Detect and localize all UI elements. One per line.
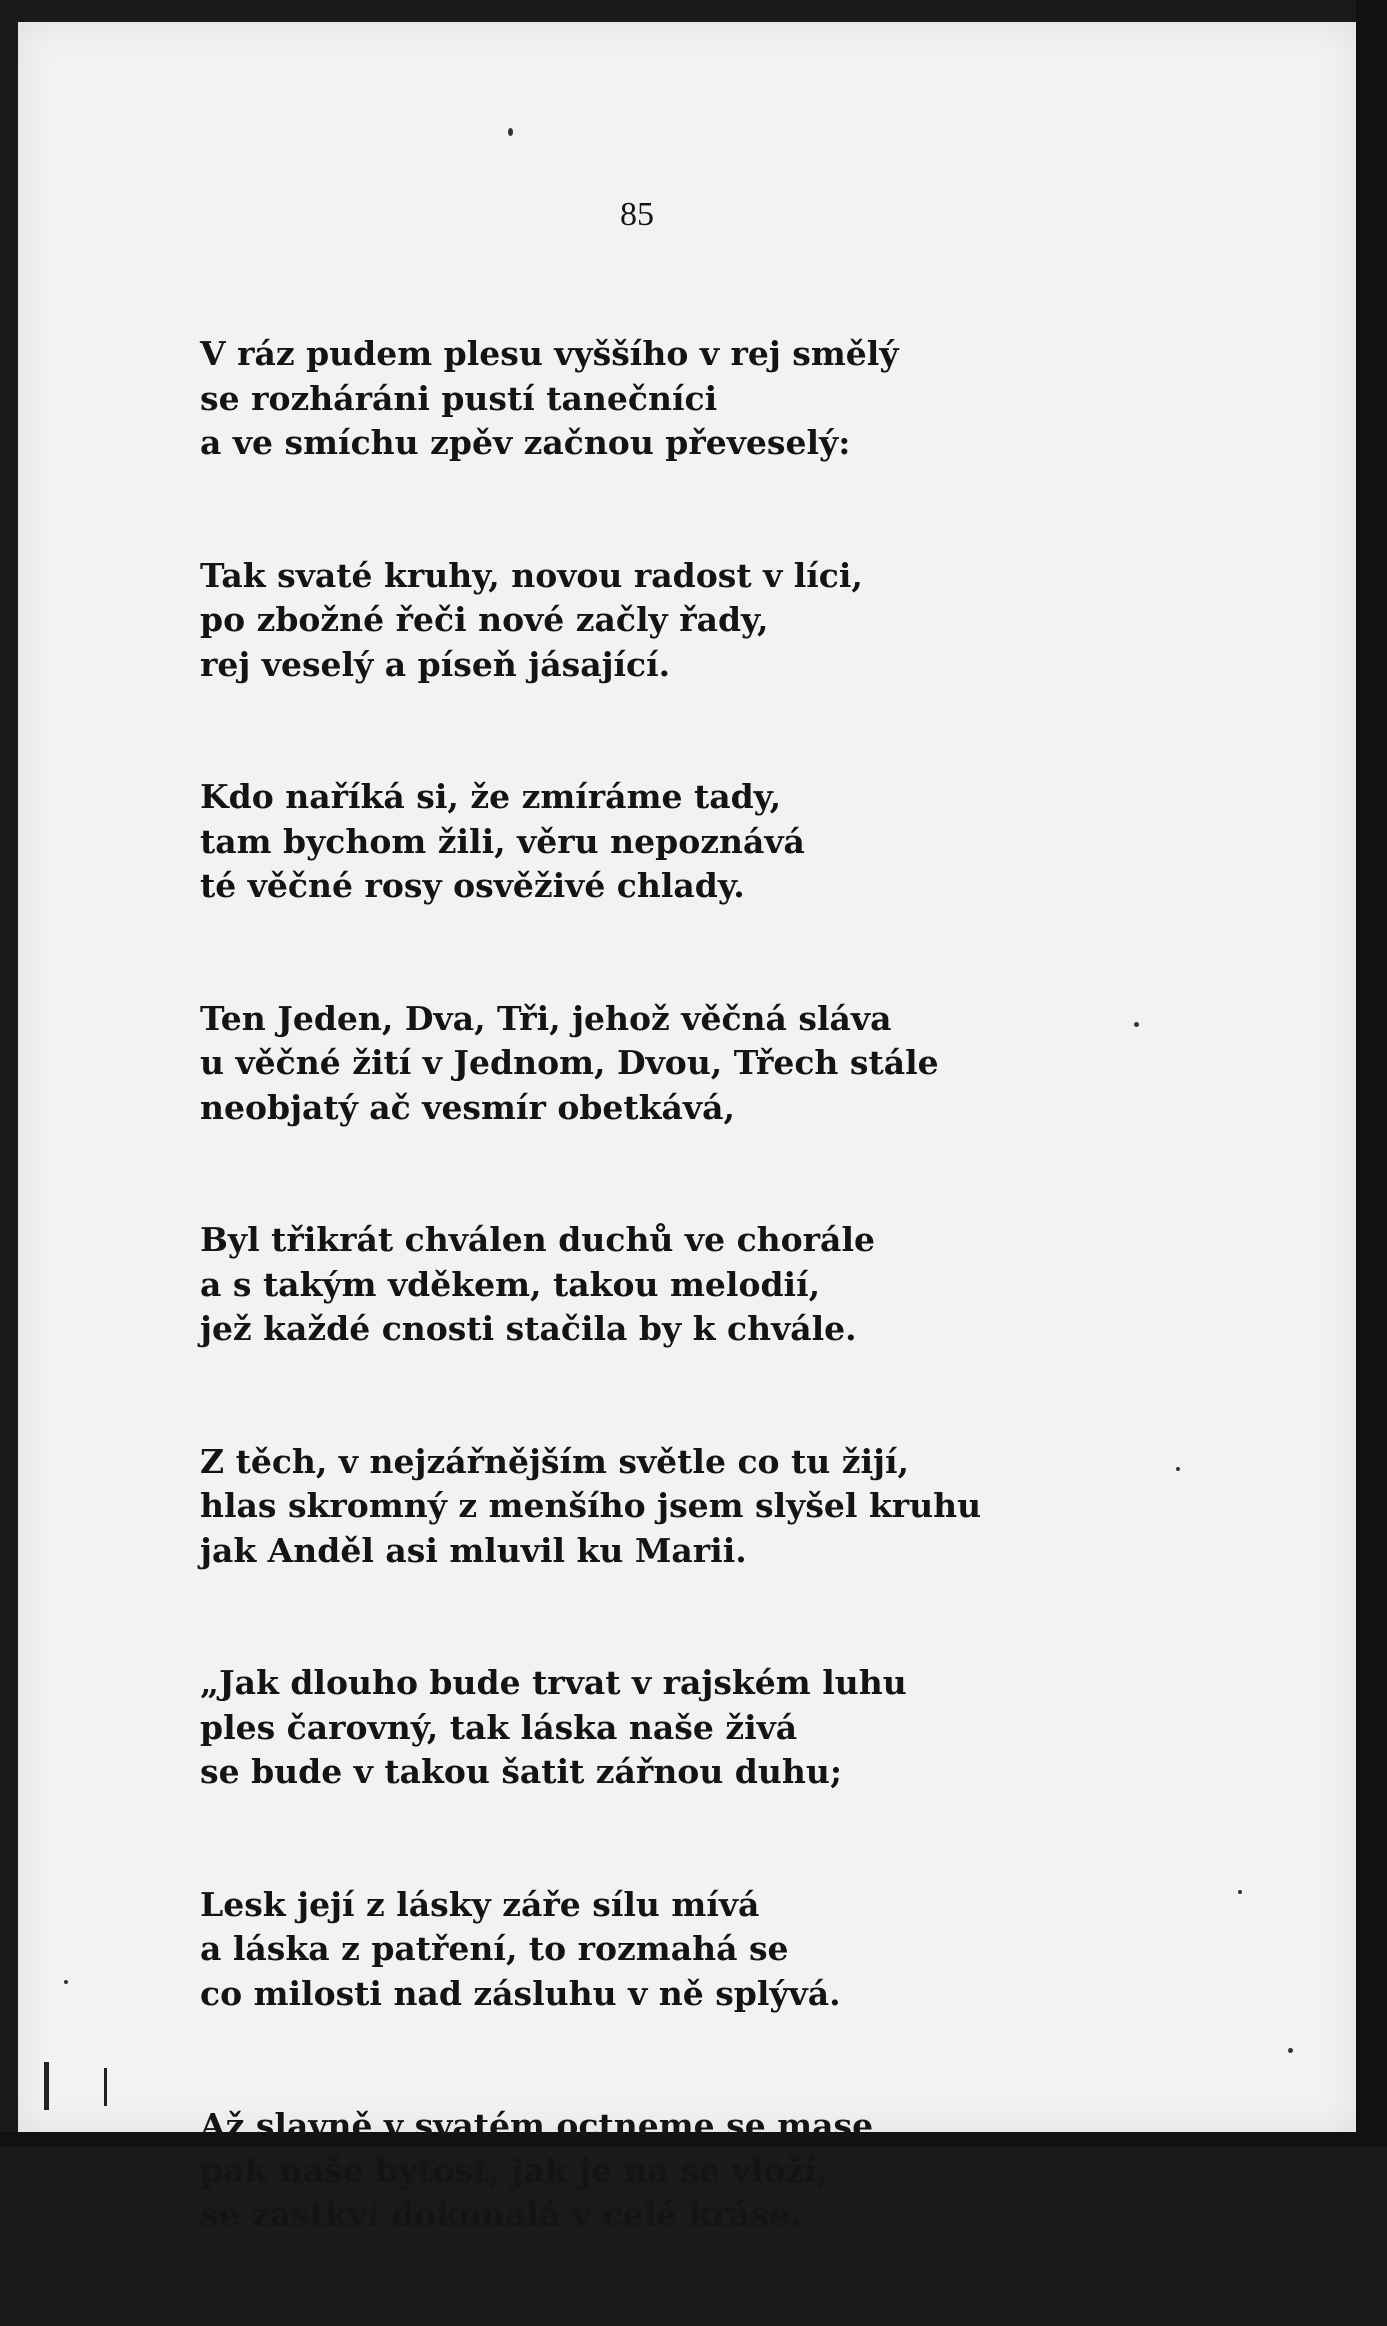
scan-speck [1134,1022,1139,1027]
verse-line: Tak svaté kruhy, novou radost v líci, [200,555,863,595]
verse-line: „Jak dlouho bude trvat v rajském luhu [200,1663,907,1702]
stanza [200,2104,1200,2238]
scan-mark [44,2062,49,2110]
scan-border-right [1356,0,1387,2147]
stanza [200,1661,1200,1795]
verse-line: Lesk její z lásky záře sílu mívá [200,1884,760,1924]
poem-text [200,332,1200,2326]
verse-line: jež každé cnosti stačila by k chvále. [200,1309,857,1348]
stanza [200,1218,1200,1352]
stanza [200,332,1200,466]
verse-line: rej veselý a píseň jásající. [200,644,671,684]
verse-line: pak naše bytost, jak je na se vloží, [200,2150,829,2190]
stanza [200,997,1200,1131]
verse-line: se zastkví dokonalá v celé kráse. [200,2195,802,2234]
stanza [200,554,1200,688]
verse-line: Z těch, v nejzářnějším světle co tu žijí, [200,1441,910,1481]
verse-line: Byl třikrát chválen duchů ve chorále [200,1220,875,1259]
scan-speck [1176,1467,1180,1471]
page-number: 85 [620,196,654,233]
verse-line: neobjatý ač vesmír obetkává, [200,1087,735,1127]
verse-line: se bude v takou šatit zářnou duhu; [200,1752,843,1791]
verse-line: a láska z patření, to rozmahá se [200,1929,789,1968]
verse-line: ples čarovný, tak láska naše živá [200,1707,798,1747]
stanza [200,775,1200,909]
stanza [200,1440,1200,1574]
stanza [200,1883,1200,2017]
scan-mark [104,2068,107,2106]
verse-line: Až slavně v svatém octneme se mase, [200,2106,885,2145]
verse-line: tam bychom žili, věru nepoznává [200,821,805,861]
scan-speck [508,128,513,136]
scan-speck [64,1980,68,1984]
verse-line: po zbožné řeči nové začly řady, [200,600,769,639]
verse-line: V ráz pudem plesu vyššího v rej smělý [200,334,899,373]
verse-line: u věčné žití v Jednom, Dvou, Třech stále [200,1043,939,1082]
verse-line: Ten Jeden, Dva, Tři, jehož věčná sláva [200,998,892,1038]
verse-line: a s takým vděkem, takou melodií, [200,1264,821,1304]
verse-line: a ve smíchu zpěv začnou převeselý: [200,423,851,462]
verse-line: se rozháráni pustí tanečníci [200,378,718,418]
verse-line: té věčné rosy osvěživé chlady. [200,866,745,905]
verse-line: co milosti nad zásluhu v ně splývá. [200,1973,841,2013]
verse-line: jak Anděl asi mluvil ku Marii. [200,1530,747,1570]
scan-speck [1238,1890,1242,1894]
verse-line: Kdo naříká si, že zmíráme tady, [200,777,782,816]
verse-line: hlas skromný z menšího jsem slyšel kruhu [200,1486,982,1525]
scan-speck [1288,2048,1293,2053]
